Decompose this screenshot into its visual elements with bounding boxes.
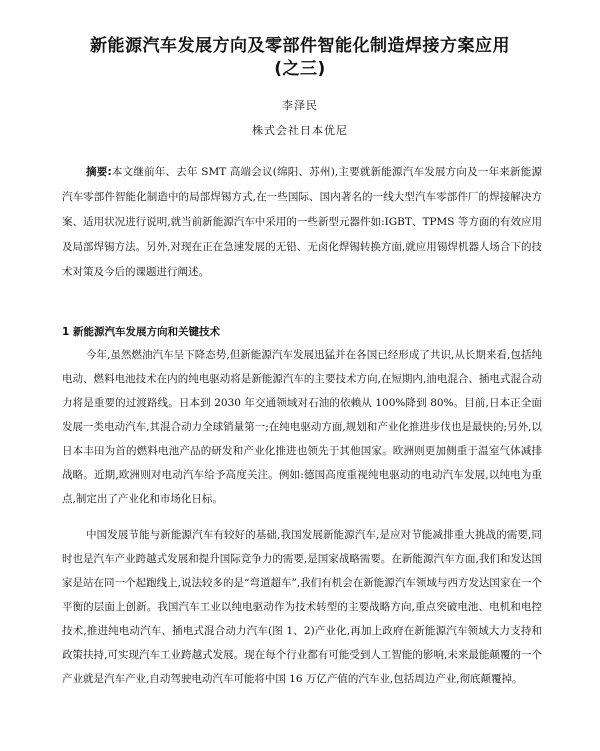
paper-title: 新能源汽车发展方向及零部件智能化制造焊接方案应用 (90, 36, 510, 56)
body-paragraph: 中国发展节能与新能源汽车有较好的基础,我国发展新能源汽车,是应对节能减排重大挑战的需要,同时也是汽车产业跨越式发展和提升国际竞争力的需要,是国家战略需要。在新能源汽车方面,我们和发达国家是站在同一个起跑线上,说法较多的是“弯道超车”,我们有机会在新能源汽车领域与西方发达国家在一个平衡的层面上创新。我国汽车工业以纯电驱动作为技术转型的主要战略方向,重点突破电池、电机和电控技术,推进纯电动汽车、插电式混合动力汽车(图 1、2)产业化,再加上政府在新能源汽车领域大力支持和政策扶持,可实现汽车工业跨越式发展。现在每个行业都有可能受到人工智能的影响,未来最能颠覆的一个产业就是汽车产业,自动驾驶电动汽车可能将中国 16 万亿产值的汽车业,包括周边产业,彻底颠覆掉。 (62, 529, 542, 685)
author-name: 李泽民 (282, 99, 318, 112)
abstract-text: 本文继前年、去年 SMT 高端会议(绵阳、苏州),主要就新能源汽车发展方向及一年来新能源汽车零部件智能化制造中的局部焊锡方式,在一些国际、国内著名的一线大型汽车零部件厂的焊接解决方案、适用状况进行说明,就当前新能源汽车中采用的一些新型元器件如:IGBT、TPMS 等方面的有效应用及局部焊锡方法。另外,对现在正在急速发展的无铅、无卤化焊锡转换方面,就应用锡焊机器人场合下的技术对策及今后的课题进行阐述。 (62, 166, 543, 278)
body-paragraph: 今年,虽然燃油汽车呈下降态势,但新能源汽车发展迅猛并在各国已经形成了共识,从长期来看,包括纯电动、燃料电池技术在内的纯电驱动将是新能源汽车的主要技术方向,在短期内,油电混合、插电式混合动力将是重要的过渡路线。日本到 2030 年交通领域对石油的依赖从 100%降到 80%。目前,日本正全面发展一类电动汽车,其混合动力全球销量第一;在纯电驱动方面,规划和产业化推进步伐也是最快的;另外,以日本丰田为首的燃料电池产品的研发和产业化推进也领先于其他国家。欧洲则更加侧重于温室气体减排战略。近期,欧洲则对电动汽车给予高度关注。例如:德国高度重视纯电驱动的电动汽车发展,以纯电为重点,制定出了产业化和市场化日标。 (62, 349, 542, 505)
author-affiliation: 株式会社日本优尼 (252, 124, 348, 137)
paper-title-part: (之三) (274, 59, 326, 79)
abstract-label: 摘要: (86, 166, 112, 178)
abstract (62, 160, 542, 285)
section-heading: 1 新能源汽车发展方向和关键技术 (62, 326, 220, 338)
